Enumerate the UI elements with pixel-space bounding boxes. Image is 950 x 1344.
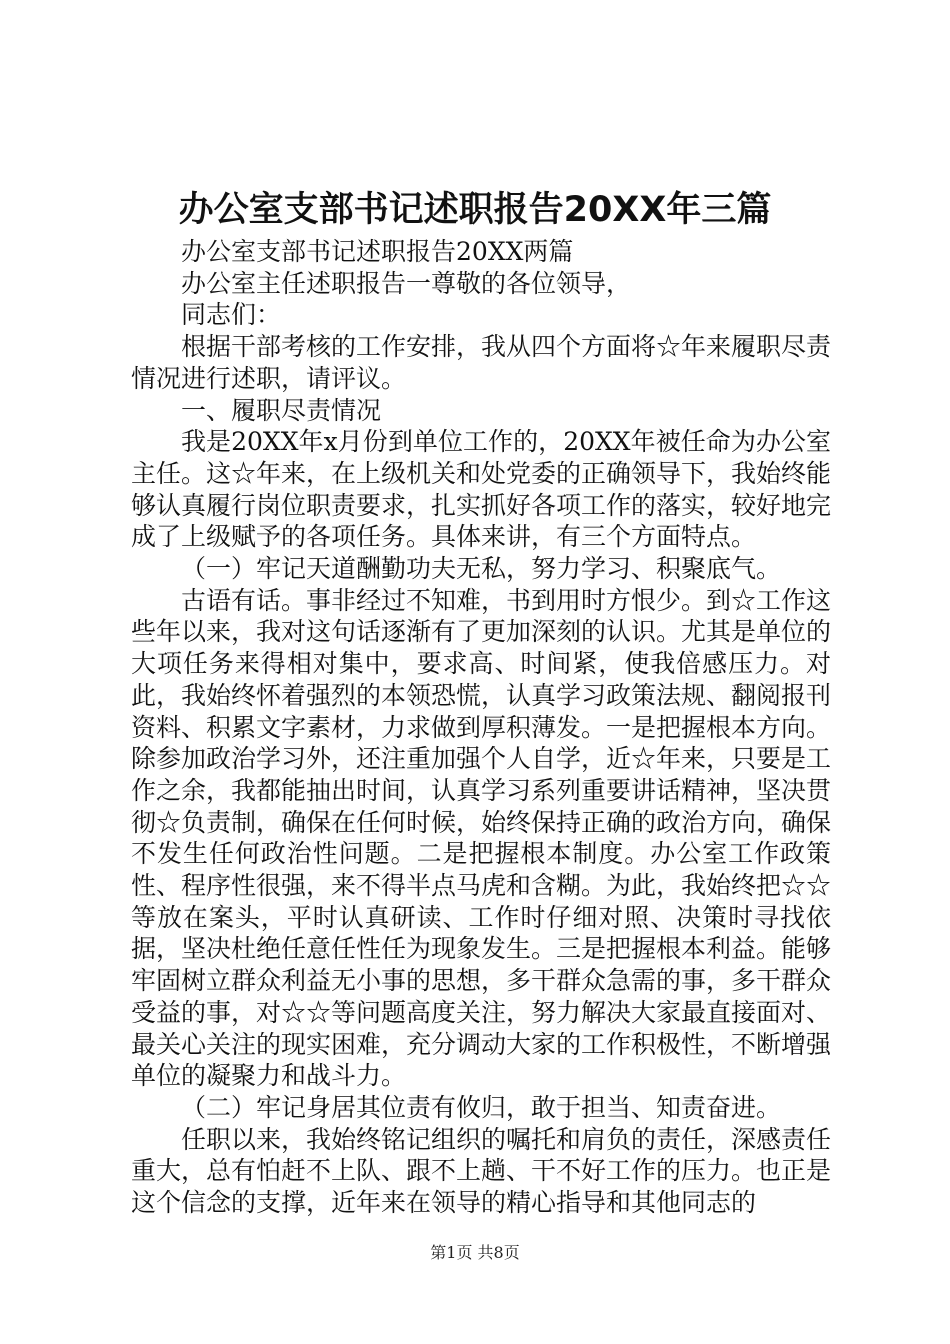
paragraph-greeting: 同志们： bbox=[181, 300, 282, 330]
subsection-heading-2: （二）牢记身居其位责有攸归，敢于担当、知责奋进。 bbox=[181, 1092, 782, 1122]
subsection-heading-1: （一）牢记天道酬勤功夫无私，努力学习、积聚底气。 bbox=[181, 554, 782, 584]
paragraph-subtitle: 办公室支部书记述职报告20XX两篇 bbox=[181, 237, 574, 266]
paragraph-learning: 古语有话。事非经过不知难，书到用时方恨少。到☆工作这些年以来，我对这句话逐渐有了更加深刻的认识。尤其是单位的大项任务来得相对集中，要求高、时间紧，使我倍感压力。对此，我始终怀着强烈的本领恐慌，认真学习政策法规、翻阅报刊资料、积累文字素材，力求做到厚积薄发。一是把握根本方向。除参加政治学习外，还注重加强个人自学，近☆年来，只要是工作之余，我都能抽出时间，认真学习系列重要讲话精神，坚决贯彻☆负责制，确保在任何时候，始终保持正确的政治方向，确保不发生任何政治性问题。二是把握根本制度。办公室工作政策性、程序性很强，来不得半点马虎和含糊。为此，我始终把☆☆等放在案头，平时认真研读、工作时仔细对照、决策时寻找依据，坚决杜绝任意任性任为现象发生。三是把握根本利益。能够牢固树立群众利益无小事的思想，多干群众急需的事，多干群众受益的事，对☆☆等问题高度关注，努力解决大家最直接面对、最关心关注的现实困难，充分调动大家的工作积极性，不断增强单位的凝聚力和战斗力。 bbox=[131, 585, 832, 1091]
section-heading-1: 一、履职尽责情况 bbox=[181, 395, 382, 425]
document-title: 办公室支部书记述职报告20XX年三篇 bbox=[178, 190, 772, 230]
paragraph-intro: 根据干部考核的工作安排，我从四个方面将☆年来履职尽责情况进行述职，请评议。 bbox=[131, 332, 832, 393]
document-body bbox=[131, 236, 831, 1219]
paragraph-responsibility: 任职以来，我始终铭记组织的嘱托和肩负的责任，深感责任重大，总有怕赶不上队、跟不上趟、干不好工作的压力。也正是这个信念的支撑，近年来在领导的精心指导和其他同志的 bbox=[131, 1124, 832, 1218]
paragraph-background: 我是20XX年x月份到单位工作的，20XX年被任命为办公室主任。这☆年来，在上级机关和处党委的正确领导下，我始终能够认真履行岗位职责要求，扎实抓好各项工作的落实，较好地完成了上级赋予的各项任务。具体来讲，有三个方面特点。 bbox=[131, 427, 832, 552]
paragraph-salutation: 办公室主任述职报告一尊敬的各位领导， bbox=[181, 268, 632, 298]
page-footer: 第1页 共8页 bbox=[430, 1243, 520, 1262]
